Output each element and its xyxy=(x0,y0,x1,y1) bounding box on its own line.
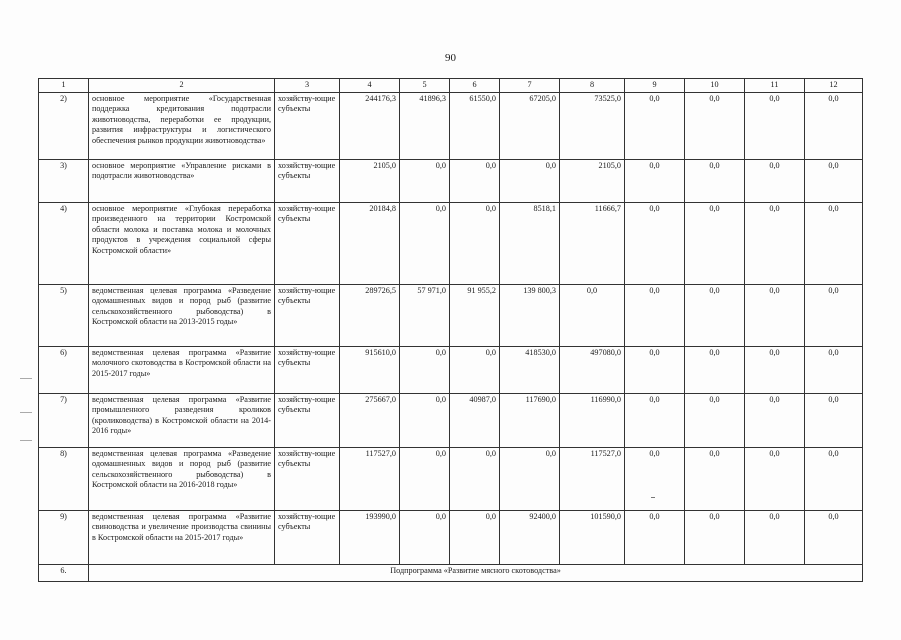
scan-margin-mark xyxy=(20,378,32,379)
activity-description: основное мероприятие «Управление рисками в подотрасли животноводства» xyxy=(89,160,275,203)
header-cell: 6 xyxy=(450,79,500,93)
row-number: 8) xyxy=(39,448,89,511)
value-cell: 0,0 xyxy=(745,511,805,565)
table-row xyxy=(39,511,863,565)
header-cell: 1 xyxy=(39,79,89,93)
value-cell: 0,0 xyxy=(625,394,685,448)
value-cell: 8518,1 xyxy=(500,203,560,285)
value-cell: 41896,3 xyxy=(400,93,450,160)
value-cell: 0,0 xyxy=(745,160,805,203)
header-cell: 5 xyxy=(400,79,450,93)
header-cell: 3 xyxy=(275,79,340,93)
value-cell: 57 971,0 xyxy=(400,285,450,347)
value-cell: 0,0 xyxy=(625,448,685,511)
activity-description: основное мероприятие «Глубокая переработка произведенного на территории Костромской области молока и поставка молока и молочных продуктов в учреждения социальной сферы Костромской области» xyxy=(89,203,275,285)
value-cell: 0,0 xyxy=(685,93,745,160)
value-cell: 61550,0 xyxy=(450,93,500,160)
header-cell: 2 xyxy=(89,79,275,93)
value-cell: 0,0 xyxy=(685,203,745,285)
executor-cell: хозяйству-ющие субъекты xyxy=(275,394,340,448)
value-cell: 92400,0 xyxy=(500,511,560,565)
value-cell: 0,0 xyxy=(500,448,560,511)
executor-cell: хозяйству-ющие субъекты xyxy=(275,93,340,160)
value-cell: 0,0 xyxy=(805,448,863,511)
value-cell: 11666,7 xyxy=(560,203,625,285)
executor-cell: хозяйству-ющие субъекты xyxy=(275,160,340,203)
value-cell: 0,0 xyxy=(685,285,745,347)
executor-cell: хозяйству-ющие субъекты xyxy=(275,448,340,511)
value-cell: 0,0 xyxy=(450,511,500,565)
row-number: 4) xyxy=(39,203,89,285)
value-cell: 0,0 xyxy=(625,285,685,347)
header-cell: 10 xyxy=(685,79,745,93)
subprogram-title: Подпрограмма «Развитие мясного скотоводства» xyxy=(89,565,863,582)
value-cell: 0,0 xyxy=(805,93,863,160)
value-cell: 0,0 xyxy=(625,511,685,565)
executor-cell: хозяйству-ющие субъекты xyxy=(275,285,340,347)
value-cell: 40987,0 xyxy=(450,394,500,448)
value-cell: 0,0 xyxy=(805,285,863,347)
value-cell: 0,0 xyxy=(450,203,500,285)
value-cell: 117527,0 xyxy=(340,448,400,511)
value-cell: 0,0 xyxy=(625,93,685,160)
table-row xyxy=(39,203,863,285)
activity-description: ведомственная целевая программа «Разведение одомашненных видов и пород рыб (развитие сельскохозяйственного рыбоводства) в Костромской области на 2016-2018 годы» xyxy=(89,448,275,511)
value-cell: 0,0 xyxy=(805,394,863,448)
value-cell: 0,0 xyxy=(400,511,450,565)
executor-cell: хозяйству-ющие субъекты xyxy=(275,203,340,285)
table-row xyxy=(39,285,863,347)
activity-description: ведомственная целевая программа «Разведение одомашненных видов и пород рыб (развитие сельскохозяйственного рыбоводства) в Костромской области на 2013-2015 годы» xyxy=(89,285,275,347)
header-cell: 9 xyxy=(625,79,685,93)
header-cell: 11 xyxy=(745,79,805,93)
value-cell: 0,0 xyxy=(500,160,560,203)
subprogram-number: 6. xyxy=(39,565,89,582)
value-cell: 0,0 xyxy=(625,160,685,203)
value-cell: 0,0 xyxy=(685,511,745,565)
value-cell: 0,0 xyxy=(805,203,863,285)
value-cell: 0,0 xyxy=(560,285,625,347)
value-cell: 0,0 xyxy=(400,448,450,511)
value-cell: 67205,0 xyxy=(500,93,560,160)
value-cell: 0,0 xyxy=(745,448,805,511)
table-row xyxy=(39,448,863,511)
value-cell: 20184,8 xyxy=(340,203,400,285)
budget-table xyxy=(38,78,863,582)
header-cell: 4 xyxy=(340,79,400,93)
executor-cell: хозяйству-ющие субъекты xyxy=(275,347,340,394)
activity-description: ведомственная целевая программа «Развитие промышленного разведения кроликов (кролиководства) в Костромской области на 2014-2016 годы» xyxy=(89,394,275,448)
header-cell: 8 xyxy=(560,79,625,93)
value-cell: 275667,0 xyxy=(340,394,400,448)
value-cell: 0,0 xyxy=(745,285,805,347)
value-cell: 0,0 xyxy=(450,160,500,203)
value-cell: 0,0 xyxy=(805,160,863,203)
value-cell: 0,0 xyxy=(805,511,863,565)
value-cell: 0,0 xyxy=(805,347,863,394)
value-cell: 117527,0 xyxy=(560,448,625,511)
value-cell: 101590,0 xyxy=(560,511,625,565)
value-cell: 139 800,3 xyxy=(500,285,560,347)
row-number: 6) xyxy=(39,347,89,394)
value-cell: 116990,0 xyxy=(560,394,625,448)
value-cell: 0,0 xyxy=(745,394,805,448)
value-cell: 117690,0 xyxy=(500,394,560,448)
row-number: 3) xyxy=(39,160,89,203)
scan-dash-mark xyxy=(651,497,655,498)
row-number: 2) xyxy=(39,93,89,160)
subprogram-row xyxy=(39,565,863,582)
value-cell: 73525,0 xyxy=(560,93,625,160)
value-cell: 497080,0 xyxy=(560,347,625,394)
executor-cell: хозяйству-ющие субъекты xyxy=(275,511,340,565)
value-cell: 0,0 xyxy=(685,394,745,448)
row-number: 9) xyxy=(39,511,89,565)
header-cell: 7 xyxy=(500,79,560,93)
activity-description: ведомственная целевая программа «Развитие молочного скотоводства в Костромской области на 2015-2017 годы» xyxy=(89,347,275,394)
activity-description: ведомственная целевая программа «Развитие свиноводства и увеличение производства свинины в Костромской области на 2015-2017 годы» xyxy=(89,511,275,565)
table-row xyxy=(39,394,863,448)
value-cell: 0,0 xyxy=(450,347,500,394)
page-number: 90 xyxy=(445,52,456,64)
table-row xyxy=(39,93,863,160)
value-cell: 0,0 xyxy=(400,203,450,285)
scan-margin-mark xyxy=(20,440,32,441)
value-cell: 0,0 xyxy=(625,347,685,394)
value-cell: 0,0 xyxy=(400,394,450,448)
value-cell: 0,0 xyxy=(685,160,745,203)
value-cell: 2105,0 xyxy=(560,160,625,203)
value-cell: 0,0 xyxy=(685,448,745,511)
row-number: 5) xyxy=(39,285,89,347)
value-cell: 91 955,2 xyxy=(450,285,500,347)
value-cell: 0,0 xyxy=(685,347,745,394)
value-cell: 418530,0 xyxy=(500,347,560,394)
value-cell: 0,0 xyxy=(745,347,805,394)
value-cell: 0,0 xyxy=(745,93,805,160)
value-cell: 2105,0 xyxy=(340,160,400,203)
value-cell: 0,0 xyxy=(625,203,685,285)
header-row xyxy=(39,79,863,93)
value-cell: 0,0 xyxy=(400,160,450,203)
table-row xyxy=(39,160,863,203)
row-number: 7) xyxy=(39,394,89,448)
value-cell: 289726,5 xyxy=(340,285,400,347)
value-cell: 244176,3 xyxy=(340,93,400,160)
table-row xyxy=(39,347,863,394)
scan-margin-mark xyxy=(20,412,32,413)
activity-description: основное мероприятие «Государственная поддержка кредитования подотрасли животноводства, переработки ее продукции, развития инфраструктуры и логистического обеспечения рынков продукции животноводства» xyxy=(89,93,275,160)
value-cell: 0,0 xyxy=(450,448,500,511)
value-cell: 193990,0 xyxy=(340,511,400,565)
header-cell: 12 xyxy=(805,79,863,93)
value-cell: 0,0 xyxy=(745,203,805,285)
value-cell: 915610,0 xyxy=(340,347,400,394)
value-cell: 0,0 xyxy=(400,347,450,394)
